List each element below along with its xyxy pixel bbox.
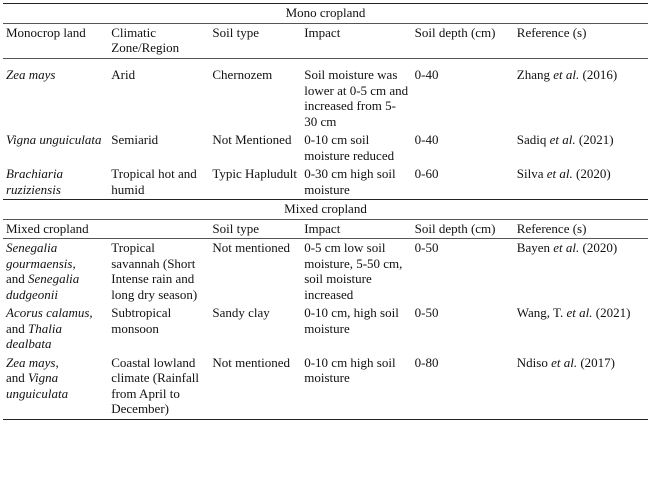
crop-name: Zea mays — [6, 67, 56, 82]
mixed-section-row — [3, 200, 648, 220]
soil-depth: 0-40 — [414, 132, 439, 147]
header-impact: Impact — [301, 23, 411, 58]
cropland-soil-moisture-table — [3, 3, 648, 420]
header-monocrop-land: Monocrop land — [3, 23, 108, 58]
table-row — [3, 304, 648, 354]
crop-2: Senegalia dudgeonii — [6, 271, 80, 302]
crop-2: Vigna unguiculata — [6, 370, 69, 401]
ref-author: Sadiq — [516, 132, 550, 147]
mixed-header-row — [3, 219, 648, 239]
climatic-zone: Coastal lowland climate (Rainfall from April to December) — [108, 354, 209, 420]
soil-type: Chernozem — [212, 67, 273, 82]
climatic-zone: Tropical hot and humid — [111, 166, 197, 197]
reference — [514, 354, 648, 420]
crop-1: Acorus calamus, — [6, 305, 93, 320]
header-soil-depth: Soil depth (cm) — [412, 219, 514, 239]
soil-type: Sandy clay — [212, 305, 270, 320]
header-soil-type: Soil type — [209, 23, 301, 58]
header-soil-type: Soil type — [209, 219, 301, 239]
climatic-zone: Arid — [111, 67, 136, 82]
climatic-zone: Subtropical monsoon — [111, 305, 172, 336]
reference — [514, 66, 648, 131]
ref-etal: et al. — [549, 132, 576, 147]
crop-name: Brachiaria ruziziensis — [6, 166, 64, 197]
ref-author: Bayen — [516, 240, 554, 255]
mono-header-row — [3, 23, 648, 58]
ref-author: Zhang — [516, 67, 554, 82]
crop-2: Thalia dealbata — [6, 320, 62, 351]
soil-type: Not Mentioned — [212, 132, 292, 147]
crop-joiner: and — [6, 271, 29, 286]
soil-depth: 0-80 — [412, 354, 514, 420]
crop-1: Zea mays, — [6, 354, 59, 370]
soil-type: Not mentioned — [209, 354, 301, 420]
impact: 0-10 cm, high soil moisture — [304, 305, 399, 336]
reference — [514, 239, 648, 305]
header-soil-depth: Soil depth (cm) — [412, 23, 514, 58]
ref-year: (2021) — [592, 305, 631, 320]
ref-etal: et al. — [551, 354, 578, 370]
crop-name — [3, 239, 108, 305]
header-reference: Reference (s) — [514, 23, 648, 58]
ref-year: (2016) — [579, 67, 618, 82]
climatic-zone: Semiarid — [111, 132, 159, 147]
header-climatic-zone: Climatic Zone/Region — [108, 23, 209, 58]
reference — [514, 165, 648, 200]
table-row — [3, 239, 648, 305]
climatic-zone: Tropical savannah (Short Intense rain and long dry season) — [111, 240, 198, 302]
ref-etal: et al. — [546, 166, 573, 181]
ref-etal: et al. — [566, 305, 593, 320]
soil-depth: 0-40 — [414, 67, 439, 82]
ref-etal: et al. — [553, 67, 580, 82]
header-reference: Reference (s) — [514, 219, 648, 239]
impact: 0-10 cm high soil moisture — [301, 354, 411, 420]
impact: 0-30 cm high soil moisture — [304, 166, 396, 197]
impact: 0-10 cm soil moisture reduced — [304, 132, 395, 163]
ref-year: (2020) — [572, 166, 611, 181]
section-title-mono: Mono cropland — [3, 4, 648, 24]
crop-1: Senegalia gourmaensis, — [6, 240, 76, 271]
crop-joiner: and — [6, 320, 29, 336]
ref-etal: et al. — [553, 240, 580, 255]
crop-joiner: and — [6, 370, 29, 385]
table-row — [3, 165, 648, 200]
soil-depth: 0-60 — [414, 166, 439, 181]
table-row — [3, 354, 648, 420]
table-row — [3, 131, 648, 165]
section-title-mixed: Mixed cropland — [3, 200, 648, 220]
soil-depth: 0-50 — [414, 240, 439, 255]
crop-name: Vigna unguiculata — [6, 132, 102, 147]
soil-type: Typic Hapludult — [212, 166, 298, 181]
ref-year: (2021) — [575, 132, 614, 147]
impact: 0-5 cm low soil moisture, 5-50 cm, soil moisture increased — [304, 240, 403, 302]
table-row — [3, 66, 648, 131]
crop-name — [3, 304, 108, 354]
ref-author: Silva — [516, 166, 547, 181]
header-mixed-cropland: Mixed cropland — [3, 219, 209, 239]
soil-type: Not mentioned — [212, 240, 291, 255]
header-impact: Impact — [301, 219, 411, 239]
soil-depth: 0-50 — [414, 305, 439, 320]
impact: Soil moisture was lower at 0-5 cm and increased from 5-30 cm — [304, 67, 409, 129]
ref-author: Wang, T. — [516, 305, 567, 320]
reference — [514, 131, 648, 165]
reference — [514, 304, 648, 354]
ref-year: (2020) — [579, 240, 618, 255]
ref-author: Ndiso — [516, 354, 552, 370]
ref-year: (2017) — [577, 354, 616, 370]
crop-name — [3, 354, 108, 420]
mono-section-row — [3, 4, 648, 24]
